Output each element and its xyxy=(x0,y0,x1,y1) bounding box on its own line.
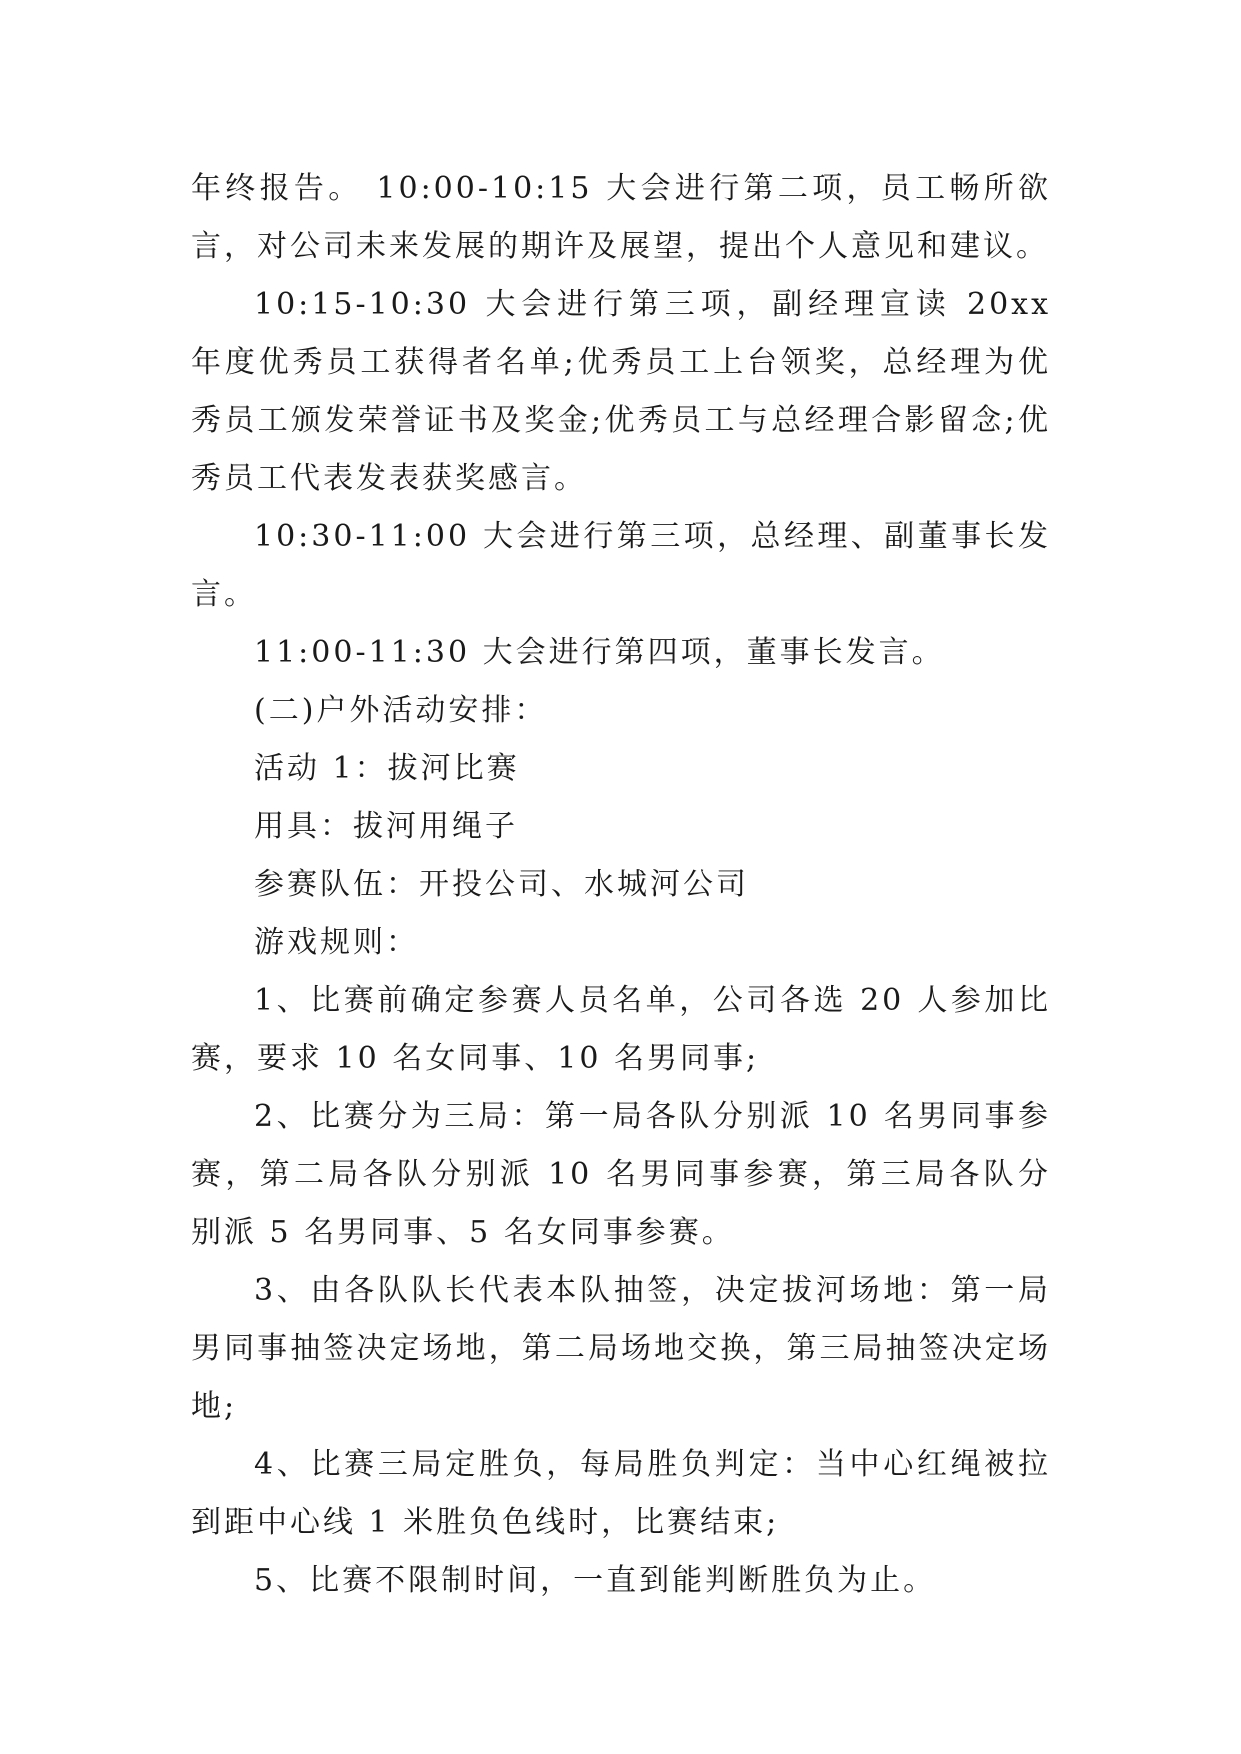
paragraph-1: 年终报告。 10:00-10:15 大会进行第二项，员工畅所欲言，对公司未来发展的期许及展望，提出个人意见和建议。 xyxy=(191,171,1051,264)
paragraph-8: 参赛队伍：开投公司、水城河公司 xyxy=(254,867,749,902)
paragraph-13: 4、比赛三局定胜负，每局胜负判定：当中心红绳被拉到距中心线 1 米胜负色线时，比赛结束; xyxy=(191,1447,1051,1540)
paragraph-6: 活动 1：拔河比赛 xyxy=(254,751,520,786)
paragraph-9: 游戏规则： xyxy=(254,925,419,960)
paragraph-14: 5、比赛不限制时间，一直到能判断胜负为止。 xyxy=(254,1563,937,1598)
paragraph-2: 10:15-10:30 大会进行第三项，副经理宣读 20xx 年度优秀员工获得者名单;优秀员工上台领奖，总经理为优秀员工颁发荣誉证书及奖金;优秀员工与总经理合影留念;优秀员工代表发表获奖感言。 xyxy=(191,287,1051,496)
paragraph-11: 2、比赛分为三局：第一局各队分别派 10 名男同事参赛，第二局各队分别派 10 名男同事参赛，第三局各队分别派 5 名男同事、5 名女同事参赛。 xyxy=(191,1099,1051,1250)
paragraph-4: 11:00-11:30 大会进行第四项，董事长发言。 xyxy=(254,635,945,670)
document-body xyxy=(191,160,1051,1610)
paragraph-12: 3、由各队队长代表本队抽签，决定拔河场地：第一局男同事抽签决定场地，第二局场地交换，第三局抽签决定场地; xyxy=(191,1273,1051,1424)
paragraph-10: 1、比赛前确定参赛人员名单，公司各选 20 人参加比赛，要求 10 名女同事、10 名男同事; xyxy=(191,983,1051,1076)
paragraph-7: 用具：拔河用绳子 xyxy=(254,809,518,844)
paragraph-5: (二)户外活动安排： xyxy=(254,693,548,728)
paragraph-3: 10:30-11:00 大会进行第三项，总经理、副董事长发言。 xyxy=(191,519,1051,612)
